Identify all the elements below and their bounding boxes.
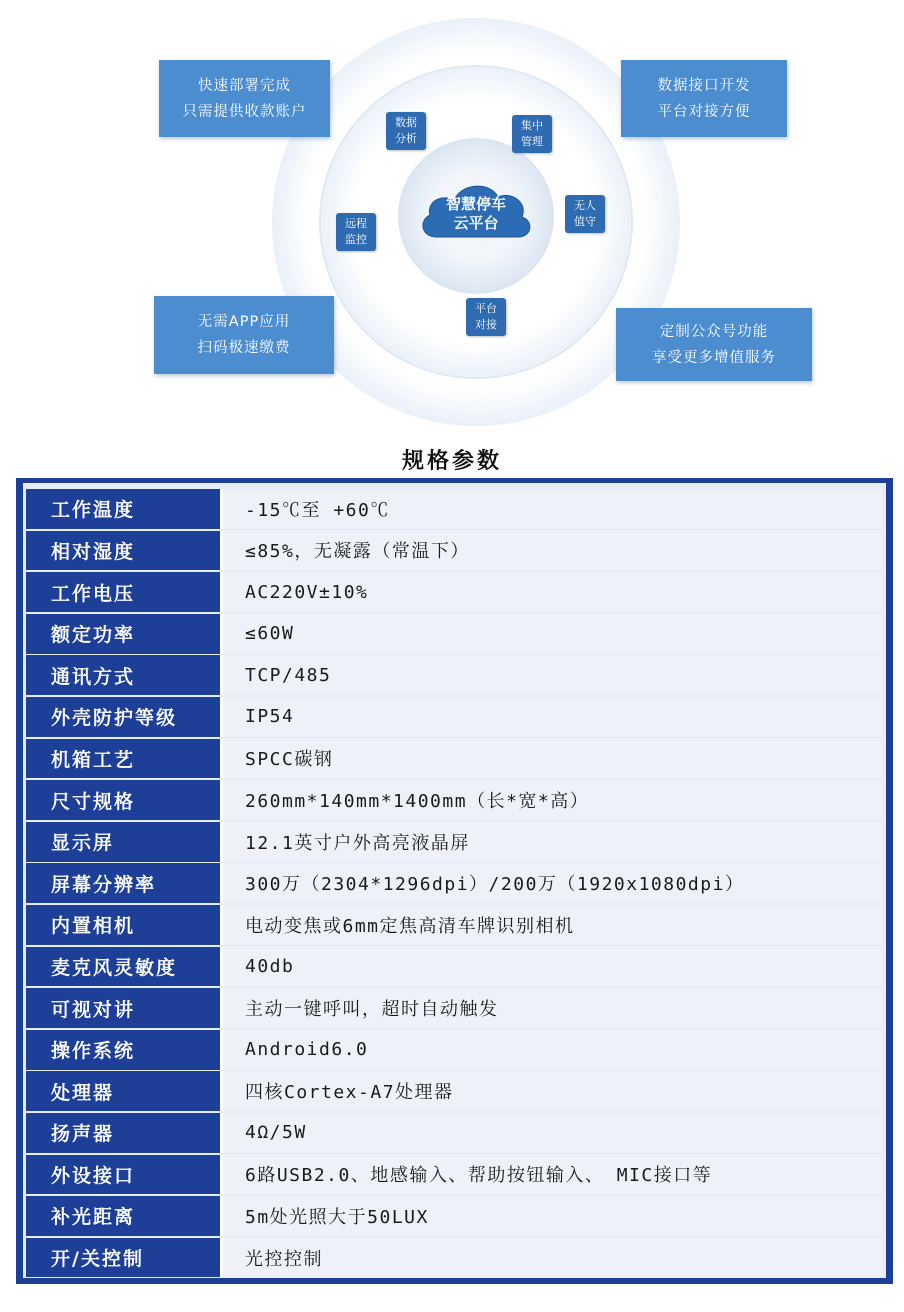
- spec-value: IP54: [223, 697, 883, 737]
- feature-no-app: [154, 296, 334, 374]
- tag-line: 管理: [521, 135, 543, 148]
- spec-key: 外设接口: [26, 1155, 220, 1195]
- spec-value: 12.1英寸户外高亮液晶屏: [223, 822, 883, 862]
- spec-row: [26, 947, 883, 987]
- spec-key: 内置相机: [26, 905, 220, 945]
- spec-value: 6路USB2.0、地感输入、帮助按钮输入、 MIC接口等: [223, 1155, 883, 1195]
- tag-central-management: [512, 115, 552, 153]
- spec-value: AC220V±10%: [223, 572, 883, 612]
- spec-row: [26, 655, 883, 695]
- spec-key: 可视对讲: [26, 988, 220, 1028]
- spec-key: 机箱工艺: [26, 739, 220, 779]
- spec-row: [26, 1071, 883, 1111]
- tag-unattended: [565, 195, 605, 233]
- spec-value: 4Ω/5W: [223, 1113, 883, 1153]
- spec-value: Android6.0: [223, 1030, 883, 1070]
- spec-row: [26, 905, 883, 945]
- spec-value: 260mm*140mm*1400mm（长*宽*高）: [223, 780, 883, 820]
- tag-line: 无人: [574, 199, 596, 212]
- spec-value: 光控控制: [223, 1238, 883, 1278]
- tag-line: 远程: [345, 217, 367, 230]
- spec-row: [26, 822, 883, 862]
- platform-diagram: [0, 0, 904, 440]
- spec-row: [26, 1155, 883, 1195]
- spec-value: -15℃至 +60℃: [223, 489, 883, 529]
- spec-key: 开/关控制: [26, 1238, 220, 1278]
- feature-data-interface: [621, 60, 787, 137]
- spec-rows: [23, 483, 886, 1278]
- spec-title: 规格参数: [401, 449, 502, 474]
- spec-key: 工作电压: [26, 572, 220, 612]
- bubble-line: 快速部署完成: [198, 77, 291, 94]
- spec-row: [26, 1113, 883, 1153]
- spec-row: [26, 1030, 883, 1070]
- spec-row: [26, 780, 883, 820]
- spec-key: 扬声器: [26, 1113, 220, 1153]
- tag-remote-monitoring: [336, 213, 376, 251]
- feature-wechat-account: [616, 308, 812, 381]
- spec-row: [26, 1238, 883, 1278]
- spec-row: [26, 572, 883, 612]
- tag-line: 对接: [475, 318, 497, 331]
- spec-value: 5m处光照大于50LUX: [223, 1196, 883, 1236]
- tag-line: 分析: [395, 132, 417, 145]
- spec-key: 通讯方式: [26, 655, 220, 695]
- bubble-line: 定制公众号功能: [659, 323, 769, 340]
- spec-key: 处理器: [26, 1071, 220, 1111]
- spec-row: [26, 697, 883, 737]
- tag-line: 平台: [475, 302, 497, 315]
- bubble-line: 扫码极速缴费: [197, 340, 291, 356]
- tag-line: 数据: [395, 116, 417, 129]
- tag-line: 值守: [574, 215, 596, 228]
- spec-value: 电动变焦或6mm定焦高清车牌识别相机: [223, 905, 883, 945]
- bubble-line: 享受更多增值服务: [652, 349, 776, 366]
- spec-value: 四核Cortex-A7处理器: [223, 1071, 883, 1111]
- cloud-label-line-2: 云平台: [453, 214, 499, 232]
- tag-line: 集中: [521, 119, 543, 132]
- spec-key: 尺寸规格: [26, 780, 220, 820]
- spec-row: [26, 863, 883, 903]
- spec-value: 40db: [223, 947, 883, 987]
- spec-value: 300万（2304*1296dpi）/200万（1920x1080dpi）: [223, 863, 883, 903]
- bubble-line: 只需提供收款账户: [182, 103, 307, 120]
- tag-platform-docking: [466, 298, 506, 336]
- tag-line: 监控: [345, 233, 367, 246]
- spec-value: ≤85%，无凝露（常温下）: [223, 531, 883, 571]
- spec-value: ≤60W: [223, 614, 883, 654]
- spec-key: 补光距离: [26, 1196, 220, 1236]
- spec-value: SPCC碳钢: [223, 739, 883, 779]
- spec-value: TCP/485: [223, 655, 883, 695]
- spec-key: 工作温度: [26, 489, 220, 529]
- cloud-platform-label: [416, 195, 536, 233]
- spec-key: 显示屏: [26, 822, 220, 862]
- bubble-line: 数据接口开发: [657, 77, 751, 94]
- spec-key: 麦克风灵敏度: [26, 947, 220, 987]
- spec-table: [16, 478, 893, 1284]
- spec-row: [26, 988, 883, 1028]
- bubble-line: 无需APP应用: [197, 314, 291, 330]
- spec-key: 额定功率: [26, 614, 220, 654]
- spec-row: [26, 489, 883, 529]
- spec-row: [26, 1196, 883, 1236]
- spec-row: [26, 531, 883, 571]
- spec-key: 屏幕分辨率: [26, 863, 220, 903]
- cloud-label-line-1: 智慧停车: [445, 195, 506, 213]
- spec-key: 外壳防护等级: [26, 697, 220, 737]
- spec-row: [26, 739, 883, 779]
- bubble-line: 平台对接方便: [657, 103, 751, 120]
- feature-quick-deploy: [159, 60, 330, 137]
- spec-key: 操作系统: [26, 1030, 220, 1070]
- spec-row: [26, 614, 883, 654]
- tag-data-analysis: [386, 112, 426, 150]
- spec-key: 相对湿度: [26, 531, 220, 571]
- spec-value: 主动一键呼叫，超时自动触发: [223, 988, 883, 1028]
